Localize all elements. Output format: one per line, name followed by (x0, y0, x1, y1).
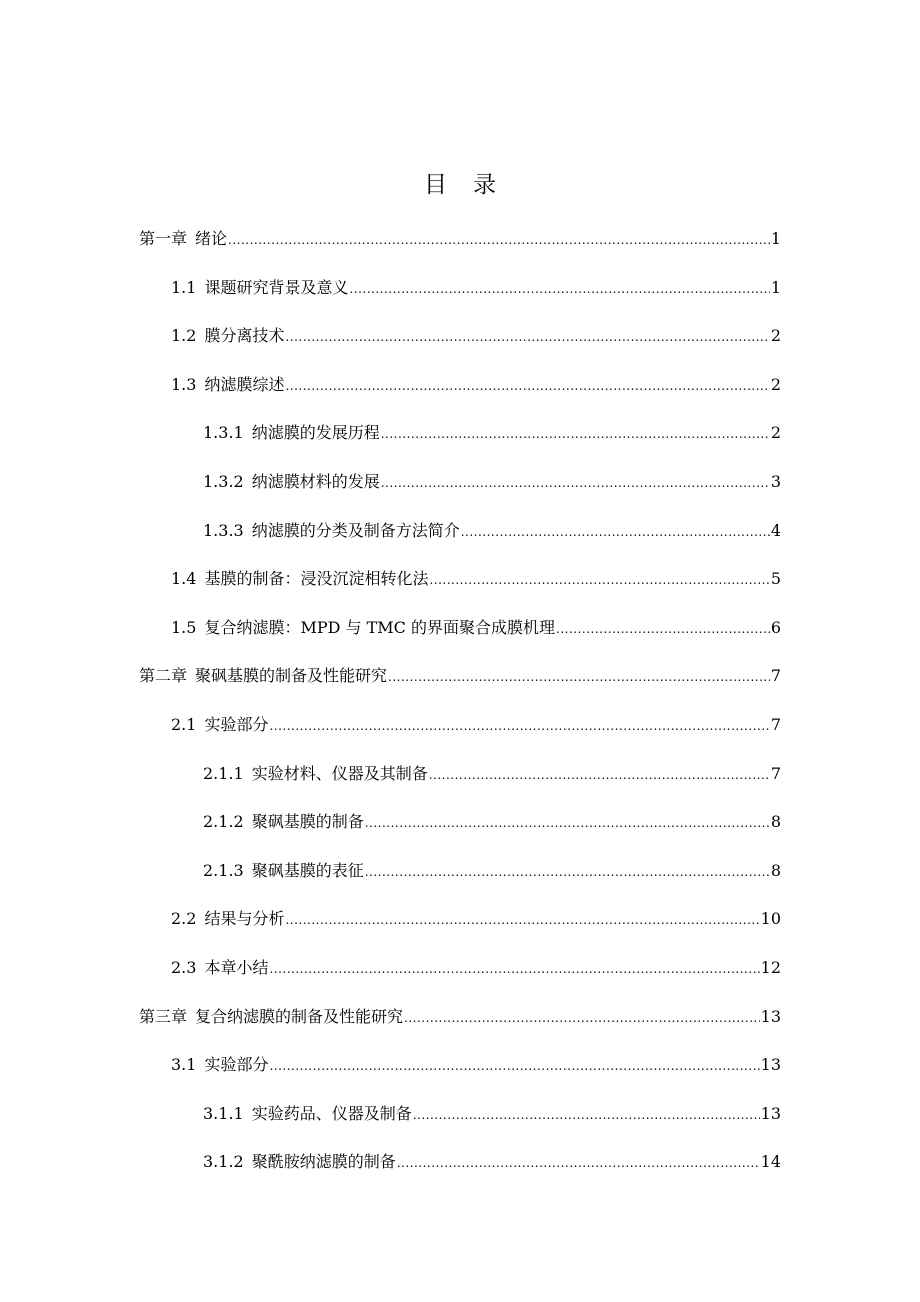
toc-entry-page-number: 7 (770, 666, 781, 686)
toc-entry-title: 实验材料、仪器及其制备 (251, 763, 428, 783)
toc-entry-page-number: 1 (770, 277, 781, 297)
toc-entry-page-number: 12 (760, 958, 781, 977)
toc-entry-number: 2.2 (171, 909, 197, 929)
toc-entry-page-number: 13 (760, 1103, 781, 1123)
toc-entry-page-number: 2 (770, 374, 781, 394)
toc-dot-leader (556, 619, 770, 639)
toc-entry-page-number: 1 (770, 229, 781, 248)
toc-entry[interactable] (203, 812, 781, 833)
toc-entry[interactable] (171, 715, 781, 736)
toc-entry-number: 2.1.1 (203, 763, 244, 783)
toc-entry-title: 实验部分 (204, 1055, 269, 1075)
toc-dot-leader (349, 279, 769, 299)
toc-entry-number: 第二章 (139, 666, 188, 686)
toc-dot-leader (365, 862, 770, 882)
toc-entry-number: 2.3 (171, 958, 197, 977)
toc-dot-leader (269, 959, 759, 979)
toc-dot-leader (285, 376, 769, 396)
toc-entry-title: 绪论 (195, 229, 228, 248)
toc-dot-leader (397, 1153, 760, 1173)
toc-entry[interactable] (203, 423, 781, 444)
toc-entry-title: 实验药品、仪器及制备 (251, 1103, 412, 1123)
toc-entry[interactable] (171, 618, 781, 639)
toc-entry-title: 纳滤膜综述 (204, 374, 285, 394)
toc-entry-page-number: 7 (770, 763, 781, 783)
toc-entry[interactable] (203, 521, 781, 542)
toc-entry-page-number: 10 (760, 909, 781, 929)
page-title-part1: 目 (424, 172, 447, 198)
toc-entry-page-number: 5 (770, 569, 781, 589)
toc-entry-page-number: 13 (760, 1006, 781, 1026)
toc-dot-leader (285, 910, 759, 930)
toc-entry-title: 实验部分 (204, 715, 269, 734)
toc-entry-number: 3.1 (171, 1055, 197, 1075)
toc-dot-leader (413, 1105, 760, 1125)
toc-entry-page-number: 14 (760, 1152, 781, 1172)
toc-dot-leader (285, 327, 769, 347)
toc-entry-number: 1.2 (171, 326, 197, 346)
toc-entry-title: 纳滤膜材料的发展 (251, 472, 380, 491)
toc-entry-page-number: 2 (770, 326, 781, 346)
toc-entry[interactable] (203, 472, 781, 493)
toc-entry-number: 1.3.3 (203, 520, 244, 540)
toc-entry-number: 2.1.2 (203, 812, 244, 832)
toc-entry[interactable] (139, 666, 781, 687)
toc-entry-page-number: 8 (770, 860, 781, 880)
toc-entry-title: 聚砜基膜的表征 (251, 860, 364, 880)
toc-entry-title: 结果与分析 (204, 909, 285, 929)
toc-entry-title: 复合纳滤膜：MPD 与 TMC 的界面聚合成膜机理 (204, 617, 555, 637)
toc-entry-number: 1.3.1 (203, 423, 244, 443)
toc-dot-leader (269, 716, 769, 736)
toc-dot-leader (388, 667, 770, 687)
toc-entry-number: 1.3.2 (203, 472, 244, 491)
toc-entry-number: 第一章 (139, 229, 188, 248)
toc-dot-leader (381, 473, 770, 493)
toc-entry[interactable] (171, 375, 781, 396)
toc-entry-title: 膜分离技术 (204, 326, 285, 346)
toc-entry[interactable] (171, 909, 781, 930)
toc-entry[interactable] (203, 1152, 781, 1173)
toc-dot-leader (365, 813, 770, 833)
toc-entry[interactable] (171, 958, 781, 979)
toc-entry-title: 聚砜基膜的制备及性能研究 (195, 666, 388, 686)
toc-entry-title: 复合纳滤膜的制备及性能研究 (195, 1006, 404, 1026)
toc-dot-leader (429, 765, 770, 785)
toc-entry-title: 纳滤膜的分类及制备方法简介 (251, 520, 460, 540)
toc-entry-number: 1.5 (171, 617, 197, 637)
toc-entry[interactable] (139, 1007, 781, 1028)
toc-entry-number: 3.1.2 (203, 1152, 244, 1172)
toc-entry-number: 1.1 (171, 277, 197, 297)
toc-entry[interactable] (171, 569, 781, 590)
toc-entry-page-number: 4 (770, 520, 781, 540)
toc-entry[interactable] (139, 229, 781, 250)
toc-entry-page-number: 13 (760, 1055, 781, 1075)
toc-entry[interactable] (203, 764, 781, 785)
toc-entry[interactable] (203, 1104, 781, 1125)
toc-dot-leader (269, 1056, 759, 1076)
toc-entry-title: 基膜的制备：浸没沉淀相转化法 (204, 569, 429, 589)
page-title-part2: 录 (473, 172, 496, 198)
toc-entry[interactable] (171, 1055, 781, 1076)
toc-dot-leader (404, 1008, 760, 1028)
toc-dot-leader (381, 424, 770, 444)
toc-entry-page-number: 2 (770, 423, 781, 443)
toc-entry-title: 聚砜基膜的制备 (251, 812, 364, 832)
toc-entry-number: 1.3 (171, 374, 197, 394)
toc-dot-leader (228, 230, 770, 250)
toc-entry-title: 聚酰胺纳滤膜的制备 (251, 1152, 396, 1172)
toc-entry-title: 课题研究背景及意义 (204, 277, 349, 297)
toc-dot-leader (461, 522, 770, 542)
toc-entry-title: 本章小结 (204, 958, 269, 977)
toc-entry-number: 3.1.1 (203, 1103, 244, 1123)
toc-entry-page-number: 3 (770, 472, 781, 491)
toc-entry-number: 2.1 (171, 715, 197, 734)
toc-entry[interactable] (203, 861, 781, 882)
toc-entry-page-number: 6 (770, 617, 781, 637)
toc-entry-page-number: 8 (770, 812, 781, 832)
toc-entry-title: 纳滤膜的发展历程 (251, 423, 380, 443)
toc-entry-number: 第三章 (139, 1006, 188, 1026)
toc-entry-page-number: 7 (770, 715, 781, 734)
toc-entry[interactable] (171, 278, 781, 299)
toc-entry-number: 1.4 (171, 569, 197, 589)
toc-entry[interactable] (171, 326, 781, 347)
toc-entry-number: 2.1.3 (203, 860, 244, 880)
toc-dot-leader (429, 570, 769, 590)
